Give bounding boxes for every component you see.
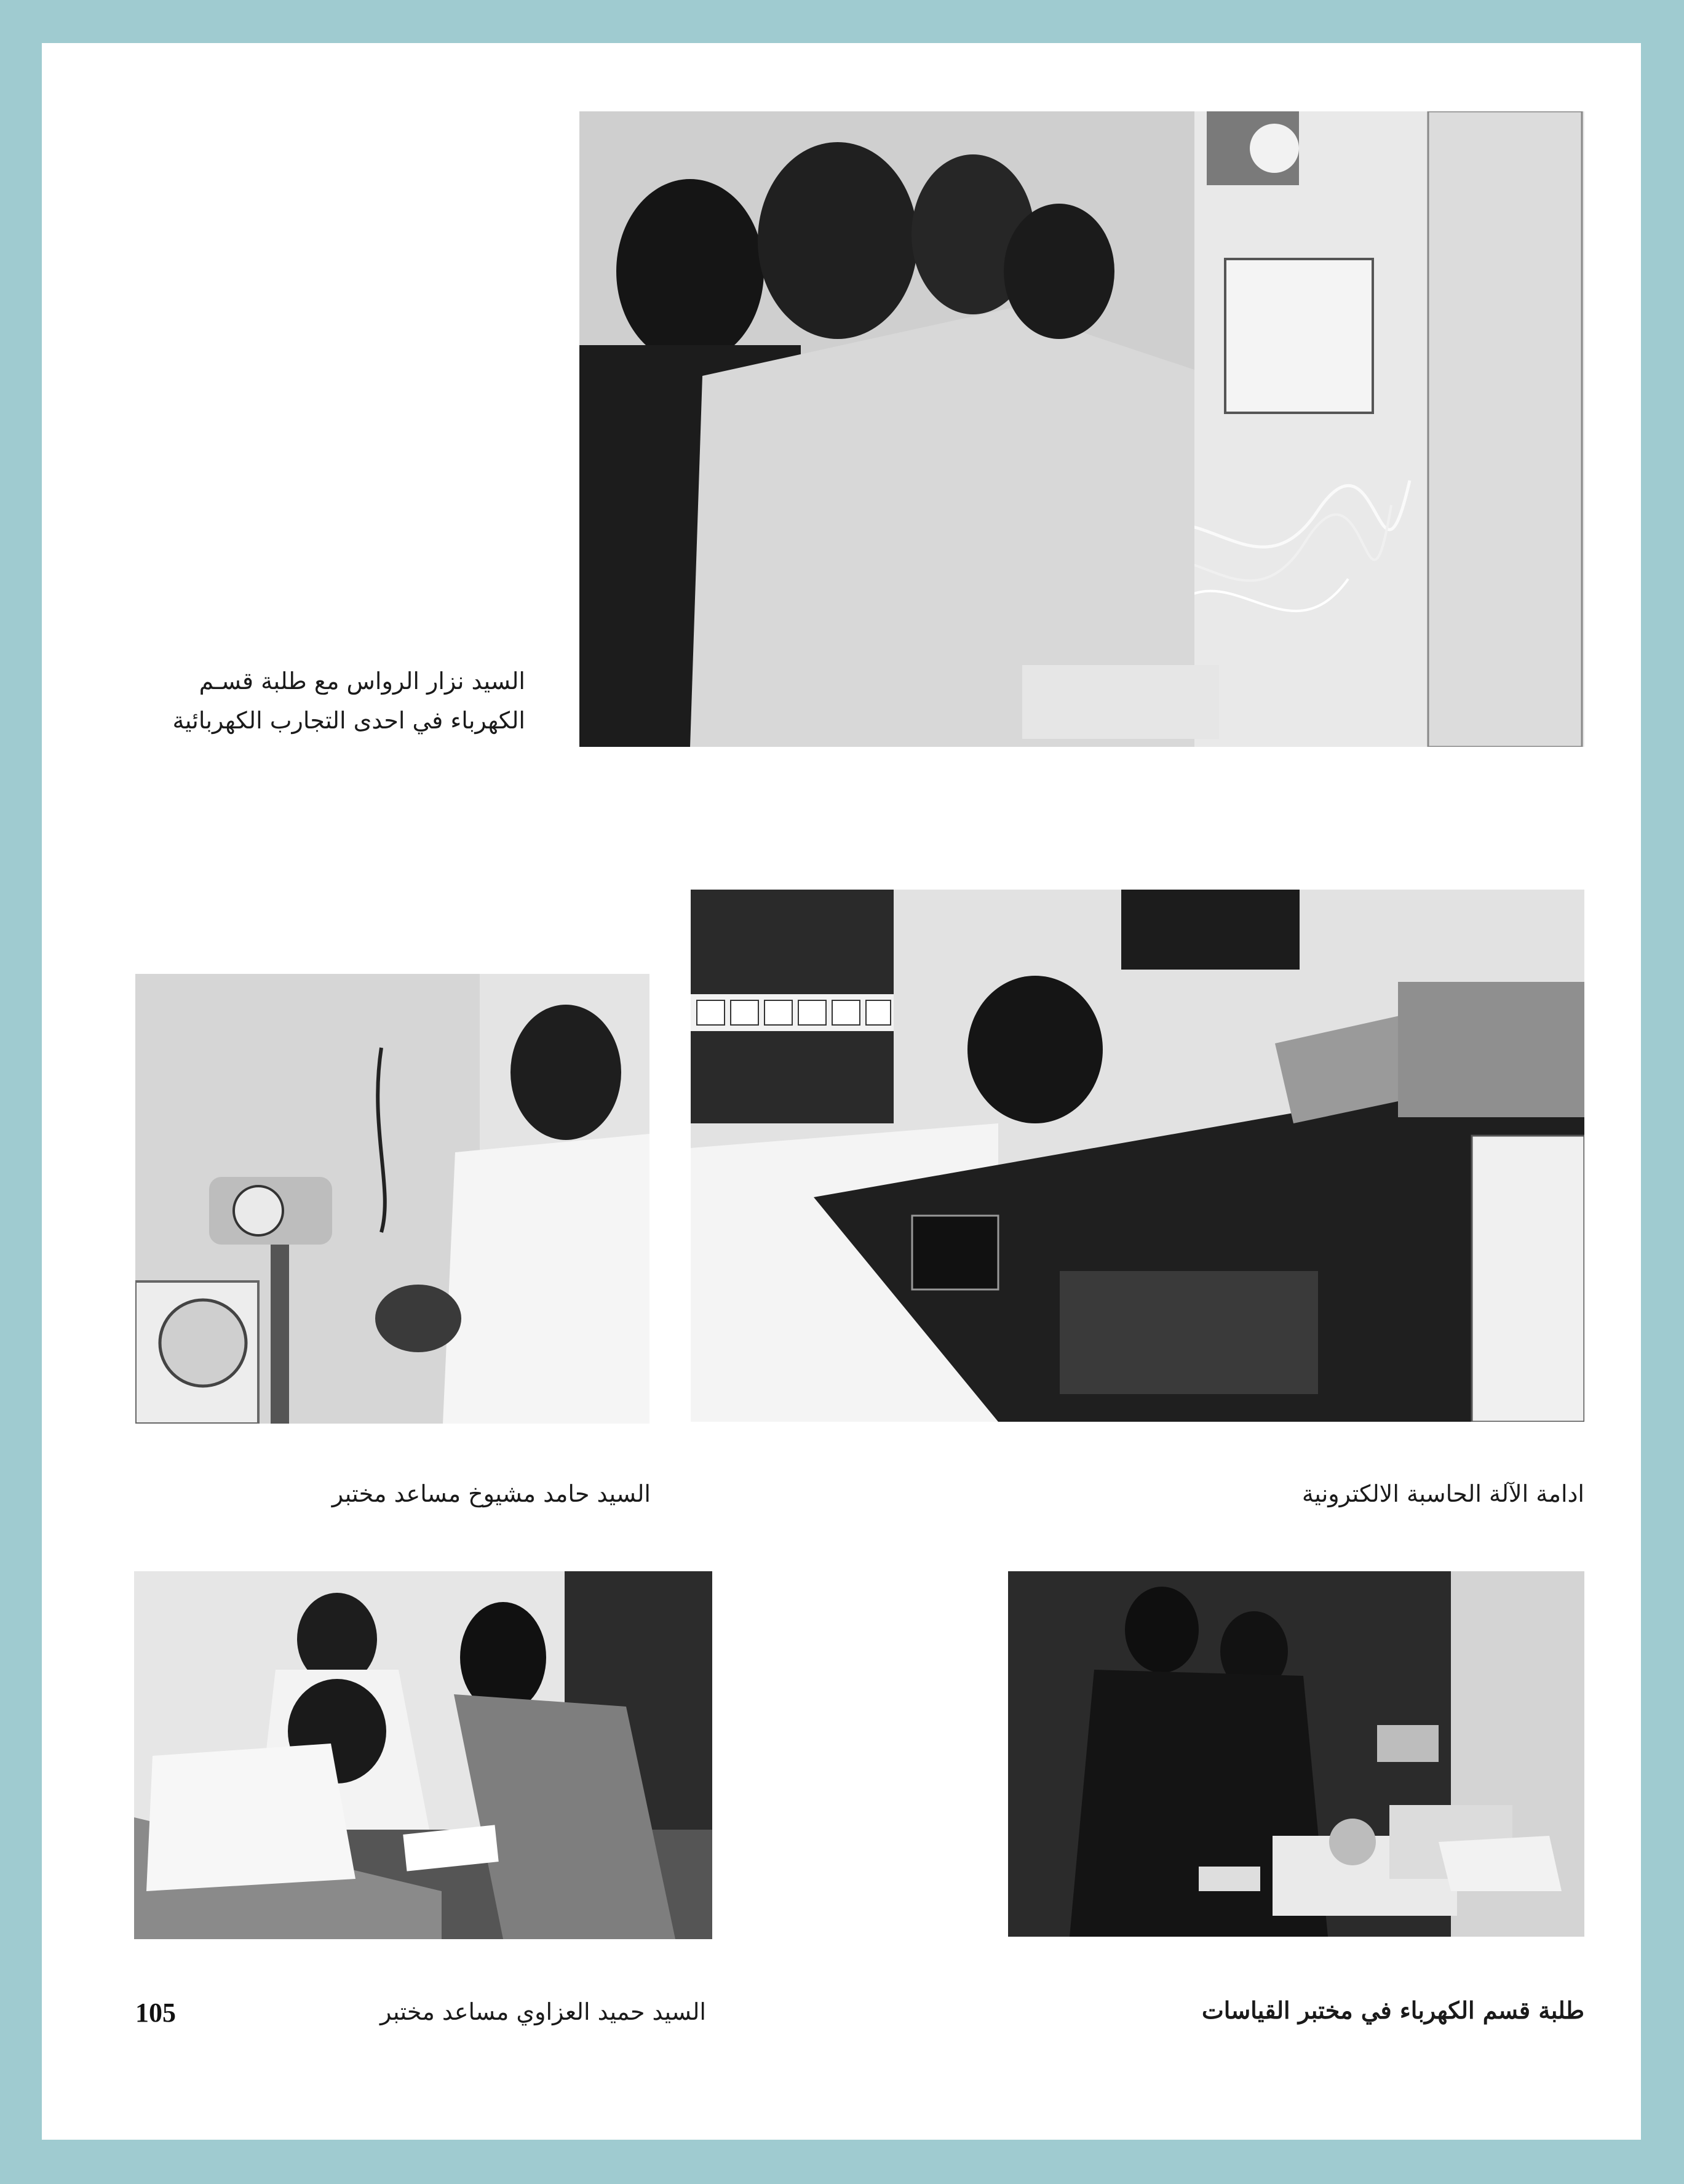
caption-computer-maintenance: ادامة الآلة الحاسبة الالكترونية xyxy=(1301,1480,1584,1507)
caption-measurements-lab: طلبة قسم الكهرباء في مختبر القياسات xyxy=(1201,1996,1584,2024)
caption-lab-assistant-oscilloscope: السيد حامد مشيوخ مساعد مختبر xyxy=(332,1480,651,1507)
photo-measurements-lab xyxy=(1008,1571,1584,1937)
caption-electrical-experiment xyxy=(172,661,525,740)
caption-lab-assistant-desk: السيد حميد العزاوي مساعد مختبر xyxy=(380,1998,706,2025)
photo-lab-assistant-oscilloscope xyxy=(135,974,649,1424)
caption-line-1: السيد نزار الرواس مع طلبة قسـم xyxy=(199,668,525,695)
photo-electrical-experiment xyxy=(579,111,1584,747)
page-number: 105 xyxy=(135,1998,176,2028)
photo-computer-maintenance xyxy=(691,890,1584,1422)
photo-lab-assistant-desk xyxy=(134,1571,712,1939)
document-page xyxy=(42,43,1641,2140)
caption-line-2: الكهرباء في احدى التجارب الكهربائية xyxy=(172,707,525,734)
